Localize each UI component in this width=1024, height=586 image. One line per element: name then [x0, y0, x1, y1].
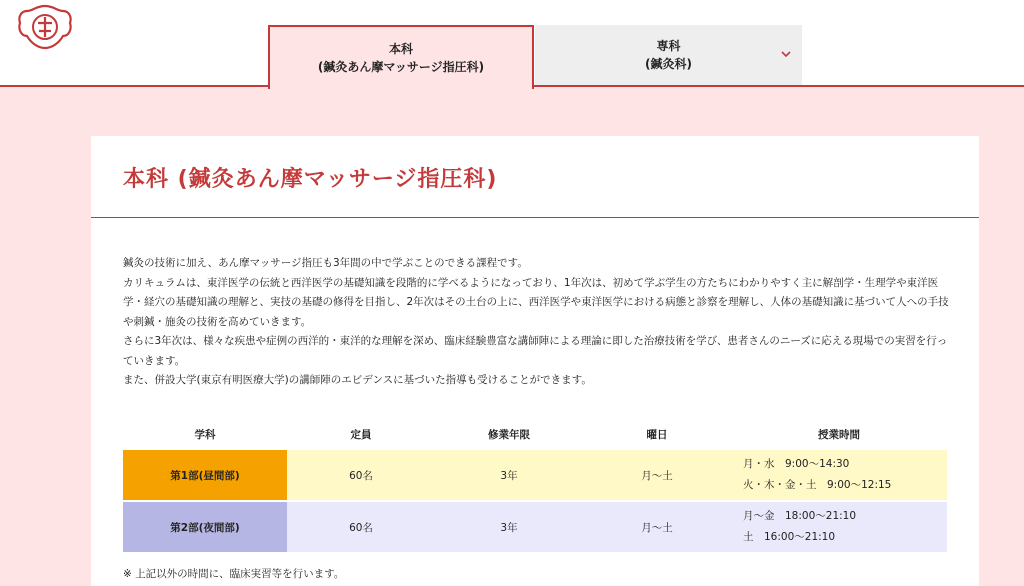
dept-cell: 第1部(昼間部): [123, 450, 287, 500]
tab-senka-label: 専科: [656, 39, 681, 53]
description-paragraph-1: 鍼灸の技術に加え、あん摩マッサージ指圧も3年間の中で学ぶことのできる課程です。: [123, 257, 528, 269]
tab-honka-label: 本科: [388, 42, 413, 56]
column-header-capacity: 定員: [350, 428, 372, 441]
hours-cell: [731, 502, 947, 552]
hours-line: 月〜金 18:00〜21:10: [743, 510, 857, 522]
school-crest-icon[interactable]: [16, 3, 74, 51]
days-cell: 月〜土: [583, 502, 731, 552]
tab-senka[interactable]: [535, 25, 802, 85]
description-paragraph-2: カリキュラムは、東洋医学の伝統と西洋医学の基礎知識を段階的に学べるようになっており、1年次は、初めて学ぶ学生の方たちにわかりやすく主に解剖学・生理学や東洋医学・経穴の基礎知識の理解と、実技の基礎の修得を目指し、2年次はその土台の上に、西洋医学や東洋医学における病態と診察を理解し、人体の基礎知識に基づいて人への手技や刺鍼・施灸の技術を高めていきます。: [123, 276, 949, 328]
course-card: [91, 136, 979, 586]
chevron-down-icon: [780, 49, 792, 59]
column-header-days: 曜日: [646, 428, 668, 441]
table-row: [123, 502, 947, 552]
hours-line: 土 16:00〜21:10: [743, 531, 836, 543]
column-header-years: 修業年限: [488, 428, 530, 441]
column-header-hours: 授業時間: [818, 428, 860, 441]
course-table: [123, 418, 947, 554]
footnote: ※ 上記以外の時間に、臨床実習等を行います。: [123, 568, 345, 580]
column-header-dept: 学科: [194, 428, 216, 441]
tab-honka-sublabel: (鍼灸あん摩マッサージ指圧科): [317, 60, 485, 74]
title-divider: [91, 217, 979, 218]
capacity-cell: 60名: [287, 450, 435, 500]
table-header-row: [123, 420, 947, 448]
dept-cell: 第2部(夜間部): [123, 502, 287, 552]
table-row: [123, 450, 947, 500]
description-paragraph-4: また、併設大学(東京有明医療大学)の講師陣のエビデンスに基づいた指導も受けることができます。: [123, 374, 592, 386]
years-cell: 3年: [435, 502, 583, 552]
hours-line: 火・木・金・土 9:00〜12:15: [743, 479, 892, 491]
tab-honka[interactable]: [268, 25, 534, 89]
site-header: [0, 0, 1024, 87]
page-title: 本科 (鍼灸あん摩マッサージ指圧科): [123, 167, 498, 192]
days-cell: 月〜土: [583, 450, 731, 500]
course-description: [123, 254, 949, 391]
hours-cell: [731, 450, 947, 500]
hours-line: 月・水 9:00〜14:30: [743, 458, 850, 470]
tab-senka-sublabel: (鍼灸科): [645, 57, 692, 71]
capacity-cell: 60名: [287, 502, 435, 552]
years-cell: 3年: [435, 450, 583, 500]
description-paragraph-3: さらに3年次は、様々な疾患や症例の西洋的・東洋的な理解を深め、臨床経験豊富な講師陣による理論に即した治療技術を学び、患者さんのニーズに応える現場での実習を行っていきます。: [123, 335, 948, 367]
